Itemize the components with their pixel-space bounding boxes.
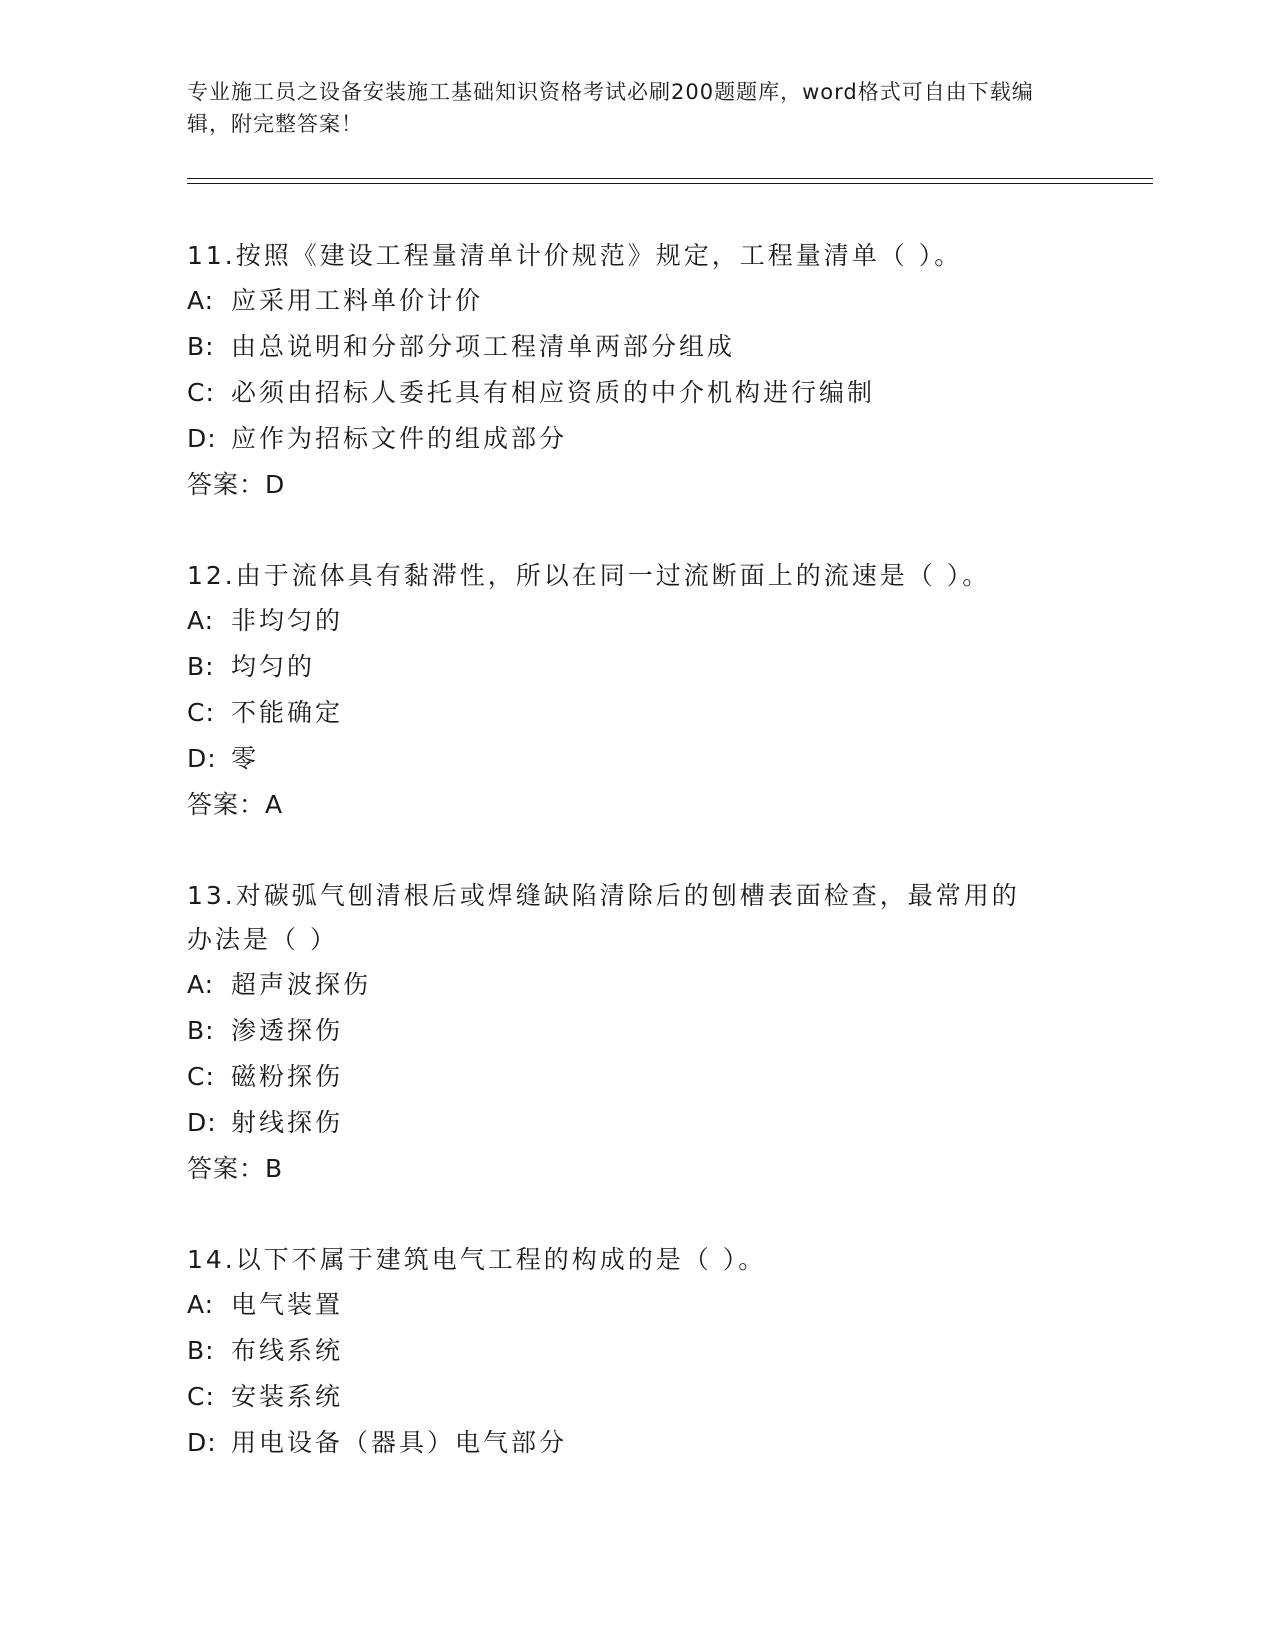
option-text: 由总说明和分部分项工程清单两部分组成 — [231, 332, 736, 361]
option-d — [187, 1100, 1087, 1146]
answer-line: 答案：B — [187, 1154, 284, 1183]
header-divider-bottom — [187, 183, 1153, 184]
option-text: 非均匀的 — [231, 606, 344, 635]
option-text: 均匀的 — [231, 652, 316, 681]
question-11 — [187, 234, 1087, 508]
question-12 — [187, 554, 1087, 828]
option-text: 应采用工料单价计价 — [231, 286, 484, 315]
option-text: 必须由招标人委托具有相应资质的中介机构进行编制 — [231, 378, 876, 407]
option-letter: B: — [187, 1016, 215, 1045]
document-header: 专业施工员之设备安装施工基础知识资格考试必刷200题题库，word格式可自由下载编辑，附完整答案！ — [187, 80, 1034, 136]
option-letter: A: — [187, 606, 215, 635]
header-divider-top — [187, 178, 1153, 179]
question-stem: 13.对碳弧气刨清根后或焊缝缺陷清除后的刨槽表面检查，最常用的办法是（ ） — [187, 881, 1020, 954]
option-d — [187, 1420, 1087, 1466]
option-letter: B: — [187, 652, 215, 681]
option-letter: A: — [187, 970, 215, 999]
option-text: 用电设备（器具）电气部分 — [231, 1428, 568, 1457]
option-letter: A: — [187, 1290, 215, 1319]
option-c — [187, 370, 1087, 416]
option-b — [187, 1328, 1087, 1374]
option-text: 磁粉探伤 — [231, 1062, 344, 1091]
answer-line: 答案：D — [187, 470, 286, 499]
option-d — [187, 416, 1087, 462]
option-letter: C: — [187, 698, 215, 727]
question-14 — [187, 1238, 1087, 1466]
option-a — [187, 278, 1087, 324]
question-13 — [187, 874, 1087, 1192]
option-a — [187, 1282, 1087, 1328]
option-b — [187, 644, 1087, 690]
question-stem: 11.按照《建设工程量清单计价规范》规定，工程量清单（ ）。 — [187, 241, 963, 270]
option-d — [187, 736, 1087, 782]
option-c — [187, 1054, 1087, 1100]
question-stem: 14.以下不属于建筑电气工程的构成的是（ ）。 — [187, 1245, 767, 1274]
option-a — [187, 962, 1087, 1008]
option-letter: D: — [187, 1108, 217, 1137]
option-text: 电气装置 — [231, 1290, 344, 1319]
option-letter: B: — [187, 1336, 215, 1365]
option-a — [187, 598, 1087, 644]
option-b — [187, 324, 1087, 370]
option-text: 应作为招标文件的组成部分 — [231, 424, 568, 453]
option-text: 零 — [231, 744, 260, 773]
option-text: 不能确定 — [231, 698, 344, 727]
option-text: 布线系统 — [231, 1336, 344, 1365]
answer-line: 答案：A — [187, 790, 284, 819]
option-letter: D: — [187, 424, 217, 453]
option-letter: A: — [187, 286, 215, 315]
option-letter: B: — [187, 332, 215, 361]
option-letter: C: — [187, 1062, 215, 1091]
option-text: 安装系统 — [231, 1382, 344, 1411]
option-b — [187, 1008, 1087, 1054]
question-stem: 12.由于流体具有黏滞性，所以在同一过流断面上的流速是（ ）。 — [187, 561, 991, 590]
option-text: 超声波探伤 — [231, 970, 372, 999]
option-c — [187, 690, 1087, 736]
option-letter: D: — [187, 744, 217, 773]
option-letter: C: — [187, 378, 215, 407]
option-c — [187, 1374, 1087, 1420]
option-letter: D: — [187, 1428, 217, 1457]
option-letter: C: — [187, 1382, 215, 1411]
option-text: 渗透探伤 — [231, 1016, 344, 1045]
option-text: 射线探伤 — [231, 1108, 344, 1137]
